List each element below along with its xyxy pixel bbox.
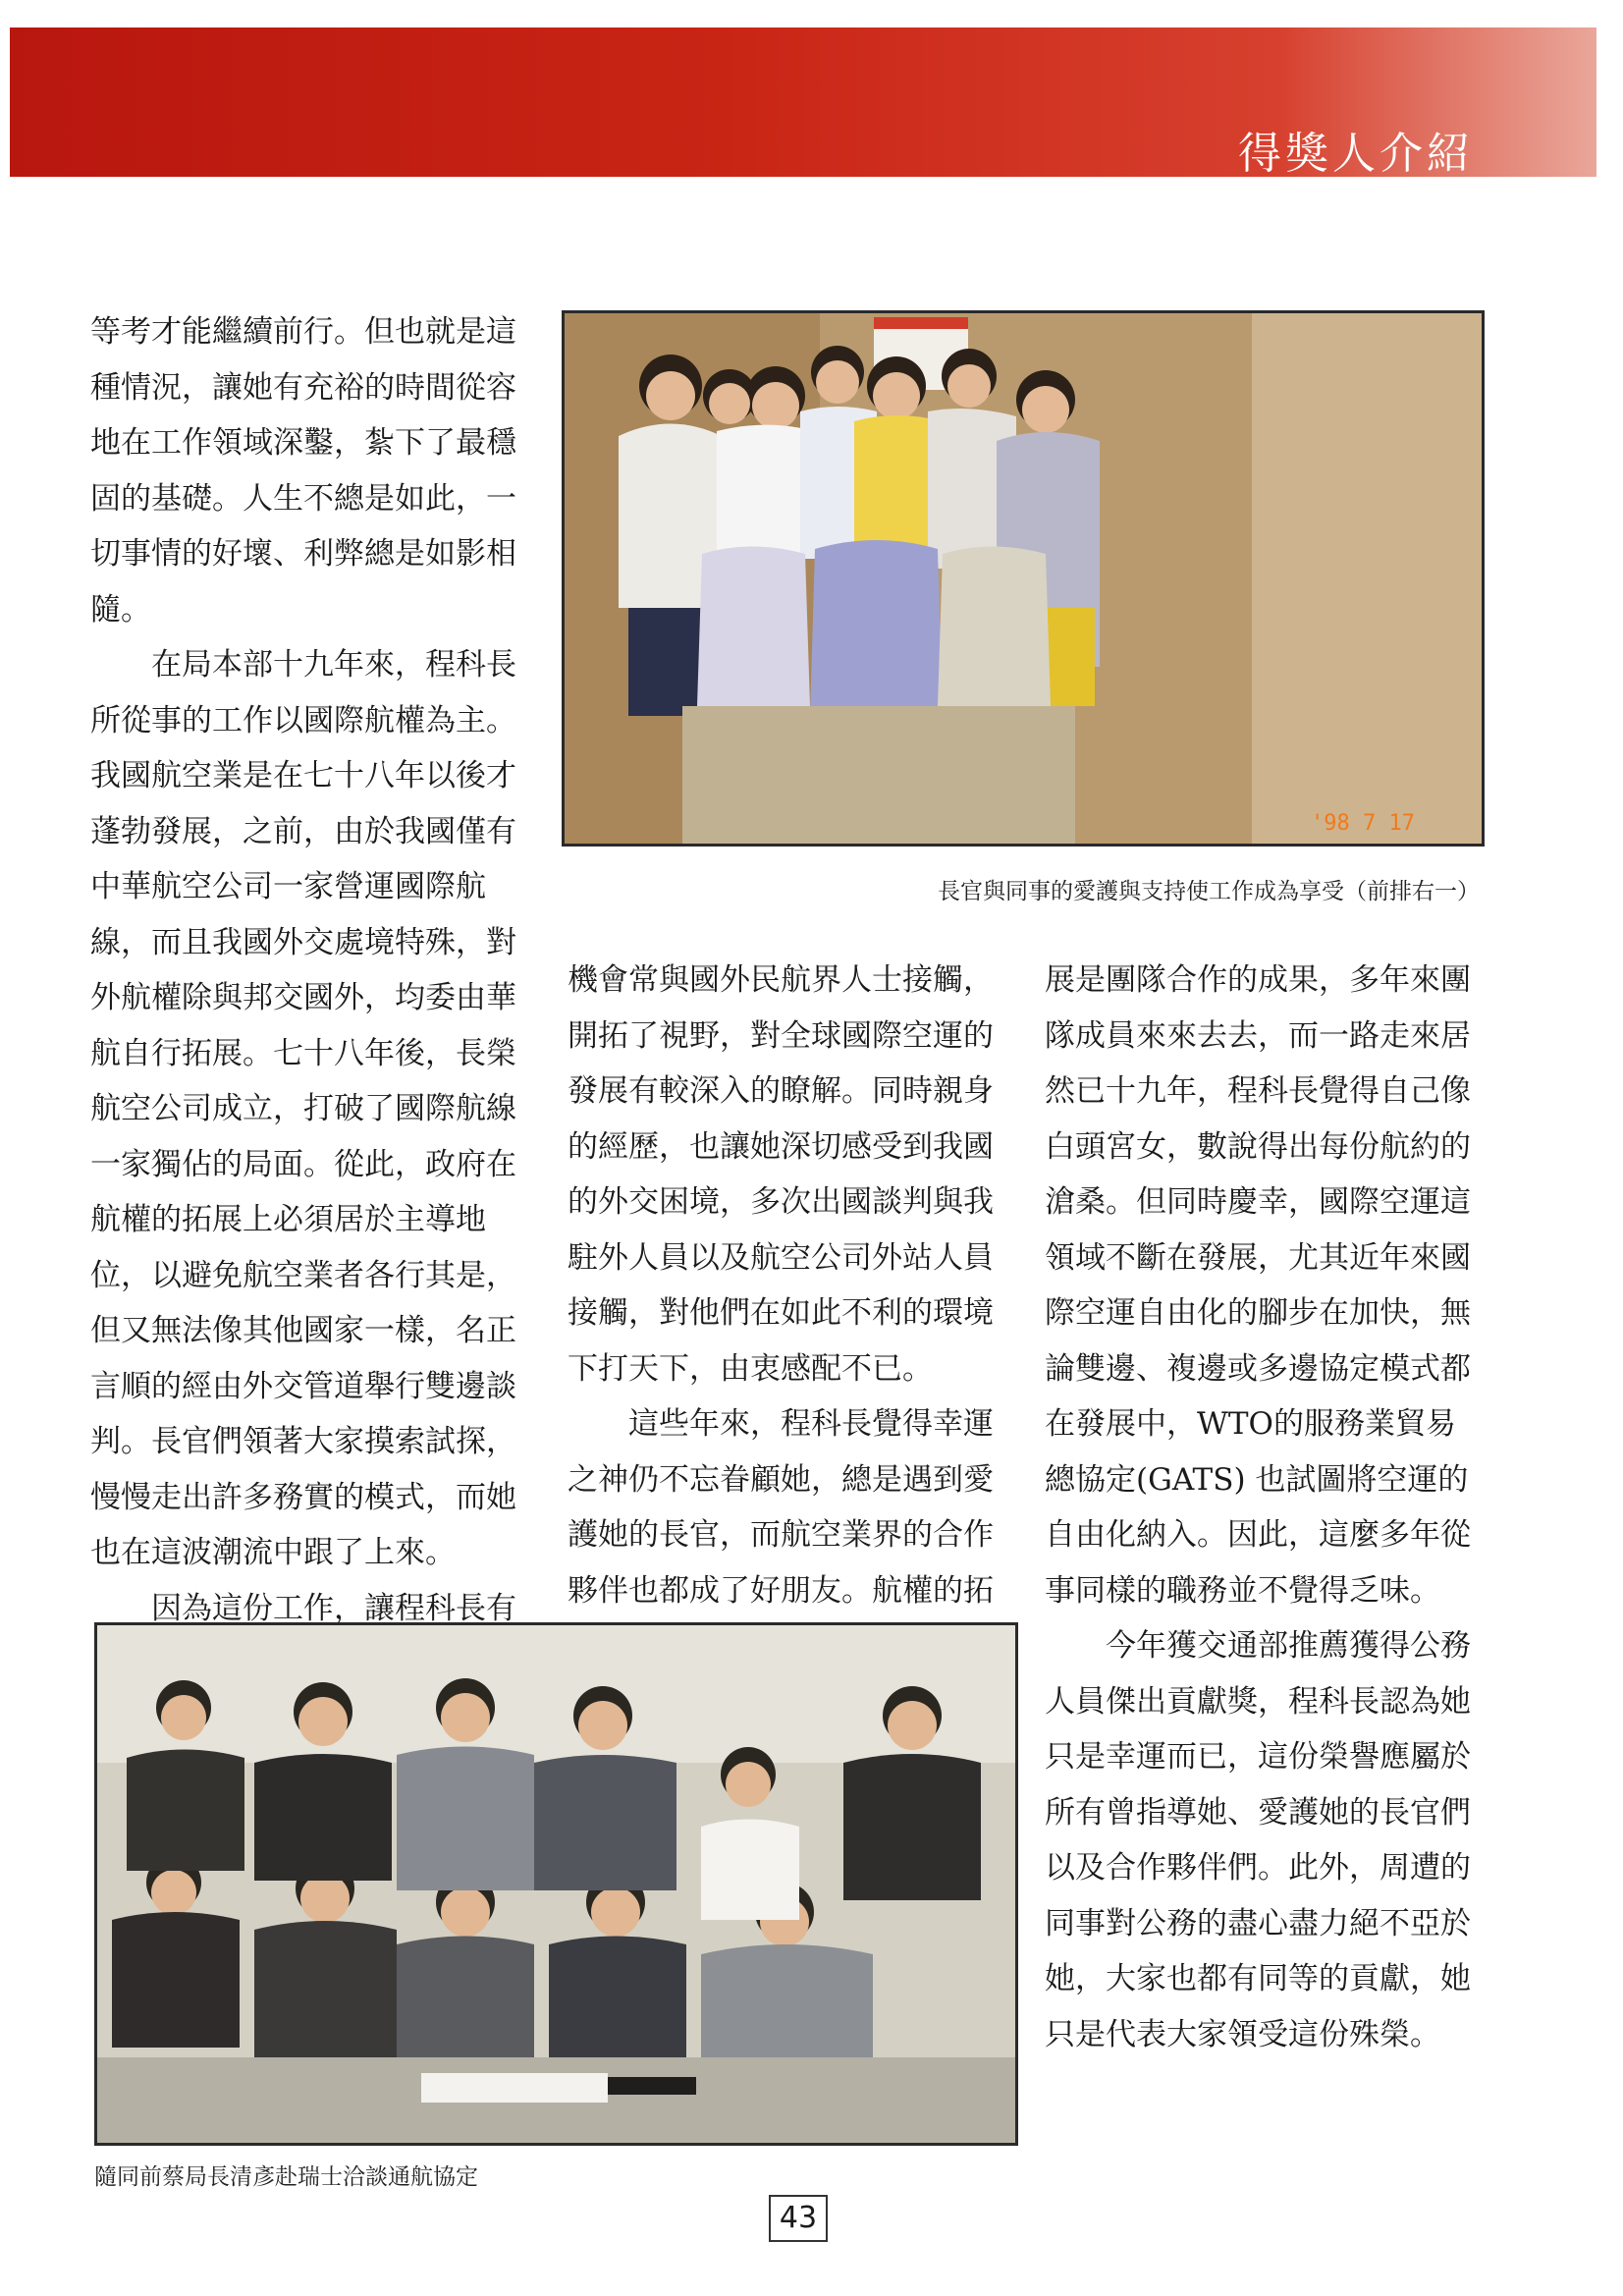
photo-date-stamp: '98 7 17 — [1311, 811, 1415, 836]
photo-colleagues-illustration — [565, 313, 1482, 844]
text-column-right — [1045, 953, 1485, 2062]
photo-delegation-illustration — [97, 1625, 1015, 2143]
text-column-middle — [568, 953, 1007, 1618]
text-column-left — [90, 304, 530, 1636]
group-photo-delegation — [94, 1622, 1018, 2146]
section-title: 得獎人介紹 — [1238, 129, 1474, 179]
paragraph: 這些年來，程科長覺得幸運之神仍不忘眷顧她，總是遇到愛護她的長官，而航空業界的合作夥伴也都成了好朋友。航權的拓 — [568, 1406, 994, 1609]
paragraph: 機會常與國外民航界人士接觸，開拓了視野，對全球國際空運的發展有較深入的瞭解。同時親身的經歷，也讓她深切感受到我國的外交困境，多次出國談判與我駐外人員以及航空公司外站人員接觸，對他們在如此不利的環境下打天下，由衷感配不已。 — [568, 962, 994, 1387]
paragraph: 因為這份工作，讓程科長有 — [151, 1590, 516, 1626]
paragraph: 今年獲交通部推薦獲得公務人員傑出貢獻獎，程科長認為她只是幸運而已，這份榮譽應屬於所有曾指導她、愛護她的長官們以及合作夥伴們。此外，周遭的同事對公務的盡心盡力絕不亞於她，大家也都有同等的貢獻，她只是代表大家領受這份殊榮。 — [1045, 1628, 1471, 2052]
page-number: 43 — [769, 2195, 828, 2242]
paragraph: 在局本部十九年來，程科長所從事的工作以國際航權為主。我國航空業是在七十八年以後才蓬勃發展，之前，由於我國僅有中華航空公司一家營運國際航線，而且我國外交處境特殊，對外航權除與邦交國外，均委由華航自行拓展。七十八年後，長榮航空公司成立，打破了國際航線一家獨佔的局面。從此，政府在航權的拓展上必須居於主導地位，以避免航空業者各行其是，但又無法像其他國家一樣，名正言順的經由外交管道舉行雙邊談判。長官們領著大家摸索試探，慢慢走出許多務實的模式，而她也在這波潮流中跟了上來。 — [90, 647, 516, 1570]
paragraph: 展是團隊合作的成果，多年來團隊成員來來去去，而一路走來居然已十九年，程科長覺得自己像白頭宮女，數說得出每份航約的滄桑。但同時慶幸，國際空運這領域不斷在發展，尤其近年來國際空運自由化的腳步在加快，無論雙邊、複邊或多邊協定模式都在發展中，WTO的服務業貿易總協定(GATS) 也試圖將空運的自由化納入。因此，這麼多年從事同樣的職務並不覺得乏味。 — [1045, 962, 1471, 1609]
photo-caption: 隨同前蔡局長清彥赴瑞士洽談通航協定 — [94, 2164, 478, 2190]
group-photo-colleagues — [562, 310, 1485, 847]
paragraph: 等考才能繼續前行。但也就是這種情況，讓她有充裕的時間從容地在工作領域深鑿，紮下了最穩固的基礎。人生不總是如此，一切事情的好壞、利弊總是如影相隨。 — [90, 314, 516, 628]
photo-caption: 長官與同事的愛護與支持使工作成為享受（前排右一） — [938, 879, 1480, 904]
